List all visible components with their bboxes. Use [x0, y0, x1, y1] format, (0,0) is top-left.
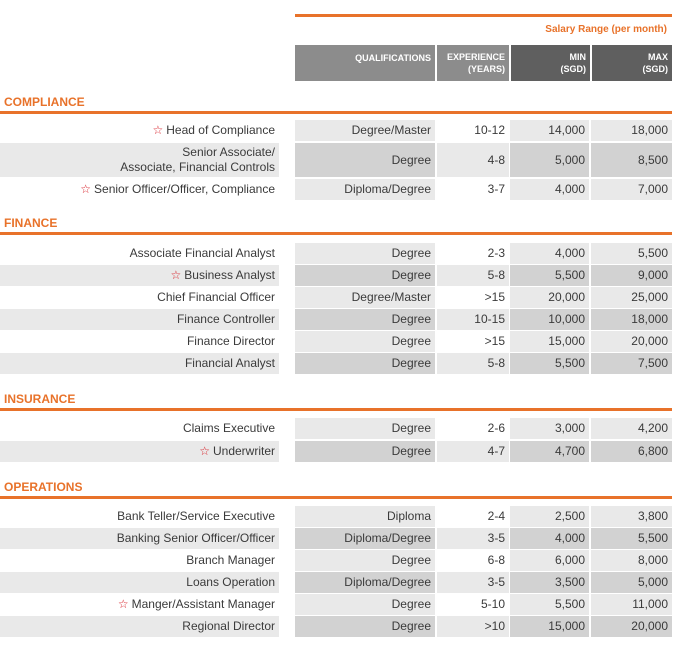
- qualification-cell: Degree: [295, 616, 435, 637]
- min-salary-cell: 3,000: [510, 418, 589, 439]
- role-cell: [0, 616, 279, 637]
- experience-cell: 2-6: [437, 418, 509, 439]
- header-min: [511, 45, 590, 81]
- qualification-cell: Degree: [295, 243, 435, 264]
- role-label: Branch Manager: [186, 553, 275, 567]
- experience-cell: 10-12: [437, 120, 509, 141]
- experience-cell: 3-5: [437, 528, 509, 549]
- role-cell: [0, 179, 279, 200]
- star-icon: ☆: [152, 123, 164, 137]
- experience-cell: >15: [437, 331, 509, 352]
- header-min-line2: (SGD): [560, 64, 586, 74]
- max-salary-cell: 20,000: [591, 331, 672, 352]
- role-cell: [0, 418, 279, 439]
- min-salary-cell: 2,500: [510, 506, 589, 527]
- role-label: Bank Teller/Service Executive: [117, 509, 275, 523]
- experience-cell: 2-4: [437, 506, 509, 527]
- experience-cell: 4-8: [437, 143, 509, 177]
- max-salary-cell: 5,500: [591, 528, 672, 549]
- max-salary-cell: 9,000: [591, 265, 672, 286]
- salary-range-label: Salary Range (per month): [545, 24, 667, 35]
- role-label: Senior Associate/ Associate, Financial Controls: [120, 145, 275, 174]
- section-title: COMPLIANCE: [4, 95, 85, 109]
- min-salary-cell: 4,000: [510, 528, 589, 549]
- min-salary-cell: 5,500: [510, 353, 589, 374]
- table-row: [0, 179, 672, 200]
- section-rule: [0, 496, 672, 499]
- role-label: Business Analyst: [184, 268, 275, 282]
- header-max-line1: MAX: [648, 52, 668, 62]
- section-rule: [0, 408, 672, 411]
- min-salary-cell: 5,000: [510, 143, 589, 177]
- role-label: Associate Financial Analyst: [129, 246, 275, 260]
- star-icon: ☆: [170, 268, 182, 282]
- min-salary-cell: 5,500: [510, 594, 589, 615]
- min-salary-cell: 15,000: [510, 616, 589, 637]
- header-experience-line2: (YEARS): [467, 64, 505, 74]
- role-cell: [0, 594, 279, 615]
- max-salary-cell: 8,000: [591, 550, 672, 571]
- table-row: [0, 528, 672, 549]
- role-label: Financial Analyst: [184, 356, 275, 370]
- header-min-line1: MIN: [569, 52, 586, 62]
- experience-cell: 4-7: [437, 441, 509, 462]
- role-label: Loans Operation: [186, 575, 275, 589]
- role-label: Finance Controller: [176, 312, 275, 326]
- role-cell: [0, 506, 279, 527]
- role-cell: [0, 331, 279, 352]
- max-salary-cell: 7,000: [591, 179, 672, 200]
- min-salary-cell: 6,000: [510, 550, 589, 571]
- role-cell: [0, 120, 279, 141]
- max-salary-cell: 25,000: [591, 287, 672, 308]
- section-title: OPERATIONS: [4, 480, 83, 494]
- min-salary-cell: 10,000: [510, 309, 589, 330]
- table-row: [0, 265, 672, 286]
- table-row: [0, 353, 672, 374]
- role-cell: [0, 572, 279, 593]
- role-label: Banking Senior Officer/Officer: [116, 531, 275, 545]
- min-salary-cell: 4,000: [510, 179, 589, 200]
- role-label: Manger/Assistant Manager: [131, 597, 275, 611]
- experience-cell: 3-7: [437, 179, 509, 200]
- star-icon: ☆: [199, 444, 210, 458]
- qualification-cell: Degree: [295, 353, 435, 374]
- table-row: [0, 594, 672, 615]
- table-row: [0, 331, 672, 352]
- qualification-cell: Degree: [295, 143, 435, 177]
- max-salary-cell: 7,500: [591, 353, 672, 374]
- table-row: [0, 506, 672, 527]
- qualification-cell: Degree: [295, 331, 435, 352]
- max-salary-cell: 4,200: [591, 418, 672, 439]
- min-salary-cell: 5,500: [510, 265, 589, 286]
- min-salary-cell: 3,500: [510, 572, 589, 593]
- header-experience: [437, 45, 509, 81]
- max-salary-cell: 18,000: [591, 120, 672, 141]
- section-title: FINANCE: [4, 216, 58, 230]
- qualification-cell: Diploma: [295, 506, 435, 527]
- qualification-cell: Degree/Master: [295, 287, 435, 308]
- star-icon: ☆: [80, 182, 92, 196]
- max-salary-cell: 8,500: [591, 143, 672, 177]
- table-row: [0, 143, 672, 177]
- role-cell: [0, 265, 279, 286]
- experience-cell: 5-8: [437, 265, 509, 286]
- qualification-cell: Diploma/Degree: [295, 528, 435, 549]
- role-cell: [0, 243, 279, 264]
- header-max-line2: (SGD): [642, 64, 668, 74]
- role-label: Regional Director: [182, 619, 275, 633]
- experience-cell: 2-3: [437, 243, 509, 264]
- table-row: [0, 550, 672, 571]
- section-title: INSURANCE: [4, 392, 76, 406]
- experience-cell: >15: [437, 287, 509, 308]
- max-salary-cell: 20,000: [591, 616, 672, 637]
- max-salary-cell: 11,000: [591, 594, 672, 615]
- top-accent-rule: [295, 14, 672, 17]
- role-label: Underwriter: [212, 444, 275, 458]
- qualification-cell: Degree: [295, 594, 435, 615]
- max-salary-cell: 5,000: [591, 572, 672, 593]
- qualification-cell: Diploma/Degree: [295, 572, 435, 593]
- header-qualifications: [295, 45, 435, 81]
- table-row: [0, 287, 672, 308]
- role-label: Chief Financial Officer: [157, 290, 275, 304]
- role-cell: [0, 550, 279, 571]
- role-label: Head of Compliance: [166, 123, 275, 137]
- qualification-cell: Degree: [295, 309, 435, 330]
- table-row: [0, 441, 672, 462]
- role-cell: [0, 353, 279, 374]
- role-label: Claims Executive: [182, 421, 275, 435]
- role-label: Finance Director: [186, 334, 275, 348]
- table-row: [0, 120, 672, 141]
- min-salary-cell: 14,000: [510, 120, 589, 141]
- experience-cell: 5-10: [437, 594, 509, 615]
- min-salary-cell: 4,000: [510, 243, 589, 264]
- role-cell: [0, 287, 279, 308]
- max-salary-cell: 6,800: [591, 441, 672, 462]
- experience-cell: 3-5: [437, 572, 509, 593]
- max-salary-cell: 5,500: [591, 243, 672, 264]
- qualification-cell: Degree: [295, 265, 435, 286]
- experience-cell: 5-8: [437, 353, 509, 374]
- section-rule: [0, 111, 672, 114]
- experience-cell: >10: [437, 616, 509, 637]
- qualification-cell: Degree: [295, 550, 435, 571]
- star-icon: ☆: [117, 597, 129, 611]
- table-row: [0, 243, 672, 264]
- role-cell: [0, 309, 279, 330]
- min-salary-cell: 4,700: [510, 441, 589, 462]
- experience-cell: 6-8: [437, 550, 509, 571]
- header-max: [592, 45, 672, 81]
- role-cell: [0, 528, 279, 549]
- header-qualifications-label: QUALIFICATIONS: [355, 53, 431, 63]
- table-row: [0, 418, 672, 439]
- qualification-cell: Diploma/Degree: [295, 179, 435, 200]
- table-row: [0, 309, 672, 330]
- role-cell: [0, 441, 279, 462]
- table-row: [0, 616, 672, 637]
- role-label: Senior Officer/Officer, Compliance: [94, 182, 275, 196]
- section-rule: [0, 232, 672, 235]
- qualification-cell: Degree: [295, 441, 435, 462]
- role-cell: [0, 143, 279, 177]
- qualification-cell: Degree: [295, 418, 435, 439]
- qualification-cell: Degree/Master: [295, 120, 435, 141]
- max-salary-cell: 18,000: [591, 309, 672, 330]
- table-row: [0, 572, 672, 593]
- max-salary-cell: 3,800: [591, 506, 672, 527]
- min-salary-cell: 15,000: [510, 331, 589, 352]
- experience-cell: 10-15: [437, 309, 509, 330]
- min-salary-cell: 20,000: [510, 287, 589, 308]
- header-experience-line1: EXPERIENCE: [446, 52, 505, 62]
